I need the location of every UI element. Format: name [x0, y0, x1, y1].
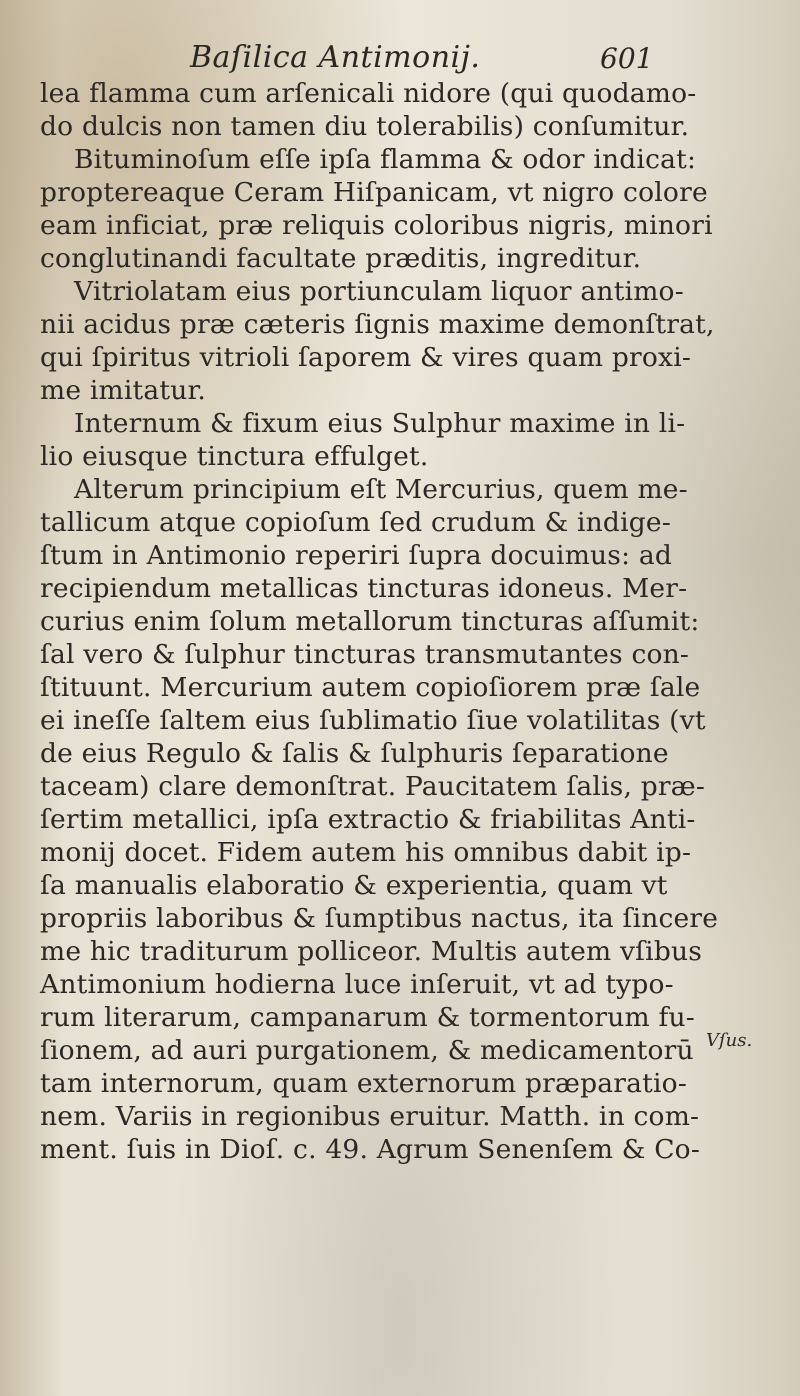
text-line: taceam) clare demonſtrat. Paucitatem ſalis, præ-	[40, 771, 706, 802]
text-line: ei ineſſe ſaltem eius ſublimatio ſiue volatilitas (vt	[40, 705, 706, 736]
text-line: ſtituunt. Mercurium autem copioſiorem præ ſale	[40, 672, 701, 703]
text-line: de eius Regulo & ſalis & ſulphuris ſeparatione	[40, 738, 669, 769]
text-line: ment. ſuis in Dioſ. c. 49. Agrum Senenſem & Co-	[40, 1134, 700, 1165]
page-number: 601	[600, 42, 654, 75]
text-line: Antimonium hodierna luce inſeruit, vt ad typo-	[40, 969, 674, 1000]
text-line: do dulcis non tamen diu tolerabilis) conſumitur.	[40, 111, 690, 142]
text-line: lio eiusque tinctura effulget.	[40, 441, 429, 472]
text-line: lea flamma cum arſenicali nidore (qui quodamo-	[40, 78, 697, 109]
text-line: Alterum principium eſt Mercurius, quem me-	[74, 474, 688, 505]
text-line: nem. Variis in regionibus eruitur. Matth. in com-	[40, 1101, 700, 1132]
text-line: me imitatur.	[40, 375, 207, 406]
text-line: rum literarum, campanarum & tormentorum fu-	[40, 1002, 695, 1033]
running-title: Baſilica Antimonij.	[190, 40, 481, 75]
text-line: tallicum atque copioſum ſed crudum & indige-	[40, 507, 671, 538]
text-line: ſertim metallici, ipſa extractio & friabilitas Anti-	[40, 804, 696, 835]
text-line: eam inficiat, præ reliquis coloribus nigris, minori	[40, 210, 713, 241]
text-line: Internum & fixum eius Sulphur maxime in li-	[74, 408, 686, 439]
text-line: nii acidus præ cæteris ſignis maxime demonſtrat,	[40, 309, 715, 340]
text-line: curius enim ſolum metallorum tincturas aſſumit:	[40, 606, 700, 637]
text-line: qui ſpiritus vitrioli ſaporem & vires quam proxi-	[40, 342, 692, 373]
text-line: ſal vero & ſulphur tincturas transmutantes con-	[40, 639, 690, 670]
text-line: Bituminoſum eſſe ipſa flamma & odor indicat:	[74, 144, 697, 175]
text-line: propriis laboribus & ſumptibus nactus, ita ſincere	[40, 903, 719, 934]
text-line: tam internorum, quam externorum præparatio-	[40, 1068, 687, 1099]
text-line: me hic traditurum polliceor. Multis autem vſibus	[40, 936, 703, 967]
text-line: ſtum in Antimonio reperiri ſupra docuimus: ad	[40, 540, 673, 571]
margin-note: Vſus.	[706, 1030, 753, 1051]
page-header	[0, 40, 800, 80]
text-line: monij docet. Fidem autem his omnibus dabit ip-	[40, 837, 692, 868]
text-line: conglutinandi facultate præditis, ingreditur.	[40, 243, 642, 274]
text-line: Vitriolatam eius portiunculam liquor antimo-	[74, 276, 684, 307]
text-line: recipiendum metallicas tincturas idoneus. Mer-	[40, 573, 688, 604]
text-line: ſa manualis elaboratio & experientia, quam vt	[40, 870, 668, 901]
text-line: proptereaque Ceram Hiſpanicam, vt nigro colore	[40, 177, 708, 208]
text-line: ſionem, ad auri purgationem, & medicamentorū	[40, 1035, 694, 1066]
